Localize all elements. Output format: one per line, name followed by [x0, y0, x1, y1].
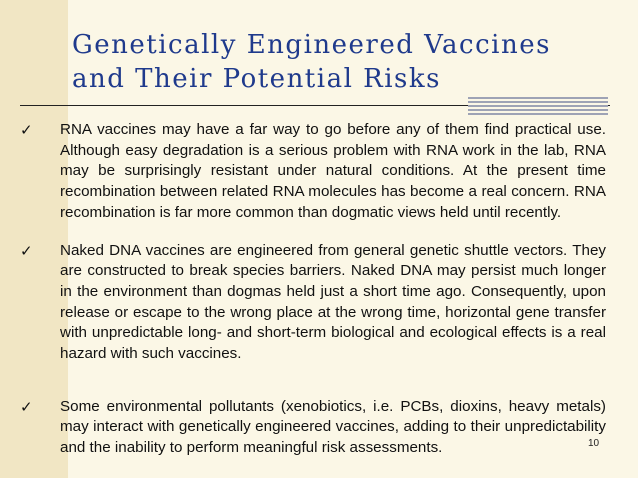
slide-body: [10, 118, 610, 459]
checkmark-icon: ✓: [20, 397, 33, 416]
slide-number: 10: [588, 438, 600, 449]
checkmark-icon: ✓: [20, 241, 33, 260]
bullet-text: RNA vaccines may have a far way to go before any of them find practical use. Although easy degradation is a serious problem with RNA work in the lab, RNA may be surprisingly resistant under natural conditions. At the present time recombination between related RNA molecules has become a real concern. RNA recombination is far more common than dogmatic views held until recently.: [60, 121, 606, 221]
divider-stripes: [468, 97, 608, 115]
bullet-item: [10, 120, 610, 224]
bullet-item: [10, 397, 610, 459]
slide-title-line-2: and Their Potential Risks: [72, 64, 441, 94]
bullet-item: [10, 241, 610, 365]
checkmark-icon: ✓: [20, 121, 33, 139]
bullet-text: Naked DNA vaccines are engineered from general genetic shuttle vectors. They are constructed to break species barriers. Naked DNA may persist much longer in the environment than dogmas held just a short time ago. Consequently, upon release or escape to the wrong place at the wrong time, horizontal gene transfer with unpredictable long- and short-term biological and ecological effects is a real hazard with such vaccines.: [60, 241, 606, 363]
slide-title-line-1: Genetically Engineered Vaccines: [72, 30, 551, 60]
bullet-text: Some environmental pollutants (xenobiotics, i.e. PCBs, dioxins, heavy metals) may interact with genetically engineered vaccines, adding to their unpredictability and the inability to perform meaningful risk assessments.: [60, 397, 606, 457]
slide-title: [72, 28, 612, 96]
